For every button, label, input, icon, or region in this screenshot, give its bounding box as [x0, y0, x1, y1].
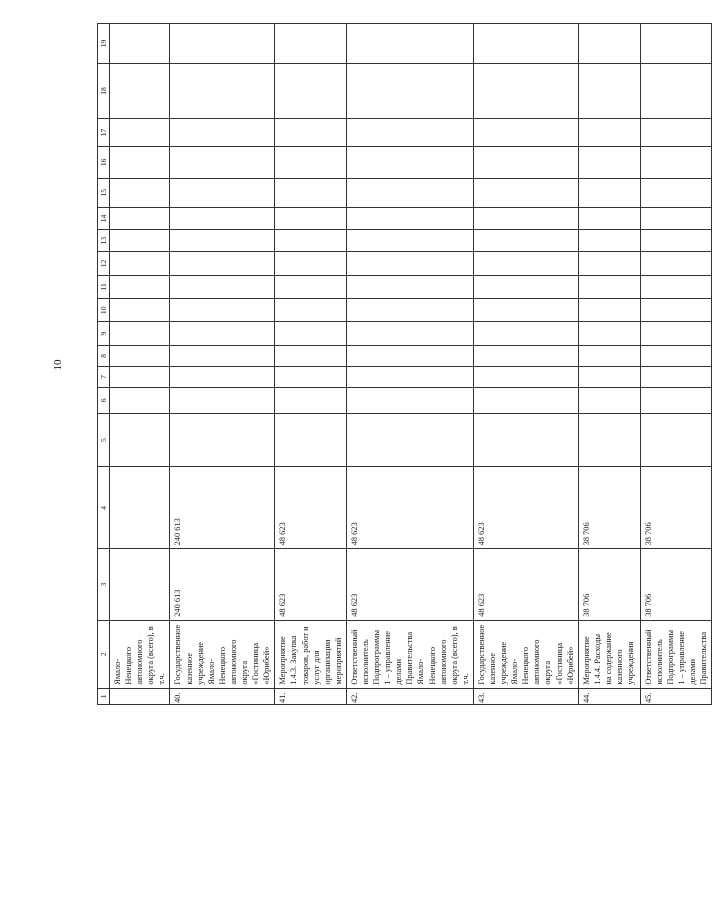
- empty-cell: [578, 387, 640, 413]
- empty-cell: [170, 345, 275, 366]
- header-cell: 1: [98, 688, 110, 704]
- empty-cell: [170, 230, 275, 252]
- row-number-cell: [110, 688, 170, 704]
- empty-cell: [275, 63, 347, 118]
- row-number-cell: 43.: [473, 688, 578, 704]
- header-cell: 9: [98, 322, 110, 345]
- empty-cell: [640, 147, 712, 179]
- empty-cell: [170, 275, 275, 298]
- empty-cell: [578, 275, 640, 298]
- empty-cell: [275, 207, 347, 229]
- header-cell: 17: [98, 118, 110, 146]
- empty-cell: [110, 230, 170, 252]
- total-value-cell: 48 623: [346, 549, 473, 620]
- empty-cell: [473, 275, 578, 298]
- empty-cell: [473, 178, 578, 207]
- row-number-cell: 42.: [346, 688, 473, 704]
- total-value-cell: [110, 549, 170, 620]
- total-value-cell: 48 623: [473, 549, 578, 620]
- empty-cell: [578, 24, 640, 64]
- empty-cell: [578, 207, 640, 229]
- empty-cell: [346, 299, 473, 322]
- empty-cell: [346, 207, 473, 229]
- empty-cell: [275, 366, 347, 387]
- empty-cell: [275, 387, 347, 413]
- empty-cell: [346, 387, 473, 413]
- empty-cell: [170, 118, 275, 146]
- empty-cell: [473, 413, 578, 467]
- empty-cell: [170, 252, 275, 275]
- empty-cell: [473, 147, 578, 179]
- empty-cell: [170, 366, 275, 387]
- empty-cell: [346, 413, 473, 467]
- empty-cell: [346, 178, 473, 207]
- empty-cell: [110, 63, 170, 118]
- empty-cell: [473, 252, 578, 275]
- total-value-cell: 38 706: [578, 549, 640, 620]
- header-cell: 15: [98, 178, 110, 207]
- header-cell: 4: [98, 467, 110, 549]
- header-cell: 13: [98, 230, 110, 252]
- empty-cell: [170, 413, 275, 467]
- header-cell: 3: [98, 549, 110, 620]
- empty-cell: [578, 147, 640, 179]
- empty-cell: [110, 207, 170, 229]
- empty-cell: [346, 345, 473, 366]
- empty-cell: [346, 366, 473, 387]
- year-value-cell: 48 623: [275, 467, 347, 549]
- empty-cell: [640, 275, 712, 298]
- empty-cell: [640, 413, 712, 467]
- empty-cell: [275, 322, 347, 345]
- empty-cell: [640, 24, 712, 64]
- empty-cell: [640, 299, 712, 322]
- row-number-cell: 40.: [170, 688, 275, 704]
- empty-cell: [170, 207, 275, 229]
- empty-cell: [640, 387, 712, 413]
- table-row: [473, 24, 578, 705]
- row-number-cell: 44.: [578, 688, 640, 704]
- table-row: [578, 24, 640, 705]
- empty-cell: [578, 178, 640, 207]
- row-name-cell: Мероприятие 1.4.3. Закупка товаров, работ и услуг для организации мероприятий: [275, 620, 347, 688]
- empty-cell: [640, 366, 712, 387]
- empty-cell: [473, 24, 578, 64]
- empty-cell: [578, 118, 640, 146]
- year-value-cell: 240 613: [170, 467, 275, 549]
- empty-cell: [110, 252, 170, 275]
- budget-table: [97, 23, 712, 705]
- header-cell: 5: [98, 413, 110, 467]
- year-value-cell: 48 623: [346, 467, 473, 549]
- empty-cell: [473, 387, 578, 413]
- header-cell: 6: [98, 387, 110, 413]
- header-cell: 16: [98, 147, 110, 179]
- rotated-table-wrapper: [97, 23, 709, 705]
- table-row: [640, 24, 712, 705]
- year-value-cell: 38 706: [640, 467, 712, 549]
- empty-cell: [110, 345, 170, 366]
- empty-cell: [473, 366, 578, 387]
- header-cell: 11: [98, 275, 110, 298]
- row-name-cell: Государственное казенное учреждение Ямало-Ненецкого автономного округа «Гостиница «Юрибей»: [170, 620, 275, 688]
- empty-cell: [110, 178, 170, 207]
- empty-cell: [170, 24, 275, 64]
- empty-cell: [473, 207, 578, 229]
- empty-cell: [578, 322, 640, 345]
- header-cell: 18: [98, 63, 110, 118]
- table-row: [346, 24, 473, 705]
- empty-cell: [346, 147, 473, 179]
- empty-cell: [170, 178, 275, 207]
- header-cell: 10: [98, 299, 110, 322]
- empty-cell: [473, 118, 578, 146]
- empty-cell: [346, 63, 473, 118]
- total-value-cell: 38 706: [640, 549, 712, 620]
- empty-cell: [110, 118, 170, 146]
- empty-cell: [578, 252, 640, 275]
- empty-cell: [275, 275, 347, 298]
- empty-cell: [110, 24, 170, 64]
- total-value-cell: 240 613: [170, 549, 275, 620]
- empty-cell: [275, 413, 347, 467]
- empty-cell: [640, 230, 712, 252]
- empty-cell: [346, 252, 473, 275]
- empty-cell: [275, 178, 347, 207]
- empty-cell: [110, 413, 170, 467]
- empty-cell: [640, 207, 712, 229]
- empty-cell: [640, 178, 712, 207]
- empty-cell: [275, 345, 347, 366]
- empty-cell: [473, 345, 578, 366]
- empty-cell: [640, 63, 712, 118]
- empty-cell: [275, 299, 347, 322]
- row-number-cell: 41.: [275, 688, 347, 704]
- empty-cell: [578, 413, 640, 467]
- empty-cell: [640, 252, 712, 275]
- empty-cell: [346, 230, 473, 252]
- empty-cell: [275, 252, 347, 275]
- empty-cell: [110, 366, 170, 387]
- table-row: [110, 24, 170, 705]
- row-name-cell: Мероприятие 1.4.4. Расходы на содержание казенного учреждения: [578, 620, 640, 688]
- empty-cell: [110, 299, 170, 322]
- empty-cell: [640, 345, 712, 366]
- empty-cell: [473, 63, 578, 118]
- empty-cell: [640, 322, 712, 345]
- header-cell: 12: [98, 252, 110, 275]
- empty-cell: [275, 147, 347, 179]
- empty-cell: [170, 63, 275, 118]
- empty-cell: [170, 387, 275, 413]
- year-value-cell: 38 706: [578, 467, 640, 549]
- empty-cell: [110, 147, 170, 179]
- empty-cell: [275, 230, 347, 252]
- header-cell: 19: [98, 24, 110, 64]
- header-cell: 7: [98, 366, 110, 387]
- empty-cell: [346, 322, 473, 345]
- empty-cell: [170, 147, 275, 179]
- row-name-cell: Ответственный исполнитель Подпрограммы 1 – управление делами Правительства Ямало-Ненецкого автономного округа (всего), в т.ч.: [346, 620, 473, 688]
- empty-cell: [275, 118, 347, 146]
- page-number: 10: [52, 359, 64, 371]
- empty-cell: [110, 387, 170, 413]
- row-name-cell: Ответственный исполнитель Подпрограммы 1 – управление делами Правительства: [640, 620, 712, 688]
- empty-cell: [473, 230, 578, 252]
- empty-cell: [578, 63, 640, 118]
- empty-cell: [578, 366, 640, 387]
- row-number-cell: 45.: [640, 688, 712, 704]
- empty-cell: [578, 345, 640, 366]
- total-value-cell: 48 623: [275, 549, 347, 620]
- table-row: [170, 24, 275, 705]
- year-value-cell: 48 623: [473, 467, 578, 549]
- empty-cell: [578, 299, 640, 322]
- header-cell: 2: [98, 620, 110, 688]
- empty-cell: [473, 299, 578, 322]
- empty-cell: [170, 299, 275, 322]
- header-cell: 8: [98, 345, 110, 366]
- empty-cell: [170, 322, 275, 345]
- empty-cell: [275, 24, 347, 64]
- row-name-cell: Государственное казенное учреждение Ямало-Ненецкого автономного округа «Гостиница «Юрибей»: [473, 620, 578, 688]
- header-row: [98, 24, 110, 705]
- row-name-cell: Ямало-Ненецкого автономного округа (всего), в т.ч.: [110, 620, 170, 688]
- table-row: [275, 24, 347, 705]
- header-cell: 14: [98, 207, 110, 229]
- empty-cell: [110, 322, 170, 345]
- empty-cell: [640, 118, 712, 146]
- empty-cell: [110, 275, 170, 298]
- empty-cell: [346, 118, 473, 146]
- year-value-cell: [110, 467, 170, 549]
- empty-cell: [473, 322, 578, 345]
- empty-cell: [346, 275, 473, 298]
- empty-cell: [346, 24, 473, 64]
- empty-cell: [578, 230, 640, 252]
